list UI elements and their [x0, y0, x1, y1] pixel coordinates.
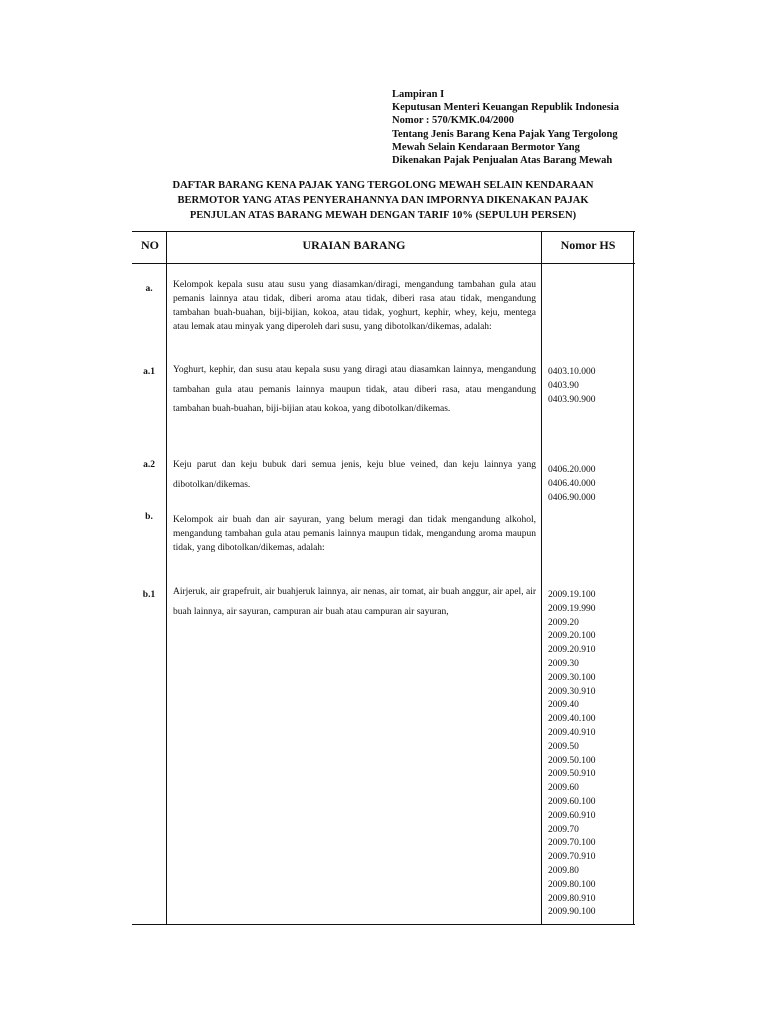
row-description: Keju parut dan keju bubuk dari semua jenis, keju blue veined, dan keju lainnya yang dibotolkan/dikemas. [173, 460, 536, 490]
header-line-number: Nomor : 570/KMK.04/2000 [392, 115, 515, 127]
row-number: b.1 [142, 590, 156, 600]
hs-code: 2009.40 [548, 700, 579, 711]
row-number: b. [145, 512, 153, 522]
hs-code: 2009.40.910 [548, 727, 596, 738]
hs-code: 2009.20.910 [548, 645, 596, 656]
hs-code: 0406.40.000 [548, 478, 596, 489]
hs-code: 2009.20 [548, 617, 579, 628]
table-bottom-border [132, 924, 635, 925]
column-header-uraian: URAIAN BARANG [302, 238, 406, 252]
header-line-attachment: Lampiran I [392, 89, 445, 100]
hs-code: 2009.80.100 [548, 879, 596, 890]
table-right-border [633, 231, 634, 924]
title-line-3: PENJULAN ATAS BARANG MEWAH DENGAN TARIF 10% (SEPULUH PERSEN) [189, 210, 577, 221]
hs-code: 0406.20.000 [548, 465, 596, 475]
hs-code: 2009.60.100 [548, 796, 596, 807]
hs-code: 0403.90 [548, 380, 579, 391]
row-number: a. [145, 284, 153, 294]
row-number: a.2 [143, 460, 155, 470]
column-header-hs: Nomor HS [560, 238, 616, 252]
row-number: a.1 [143, 367, 155, 377]
header-bottom-border [132, 263, 635, 264]
header-line-decree: Keputusan Menteri Keuangan Republik Indonesia [392, 102, 619, 114]
hs-code: 2009.50.100 [548, 755, 596, 766]
hs-code: 2009.70 [548, 824, 579, 835]
row-description: Yoghurt, kephir, dan susu atau kepala susu yang diragi atau diasamkan lainnya, mengandung tambahan gula atau pemanis lainnya maupun tidak, atau diberi rasa, atau mengandung tambahan buah-buahan, biji-bijian atau kokoa, yang dibotolkan/dikemas. [173, 365, 536, 414]
hs-code: 2009.19.990 [548, 603, 596, 614]
title-line-1: DAFTAR BARANG KENA PAJAK YANG TERGOLONG MEWAH SELAIN KENDARAAN [172, 180, 594, 191]
hs-code: 0403.10.000 [548, 367, 596, 377]
hs-code: 0406.90.000 [548, 492, 596, 503]
header-line-subject-3: Dikenakan Pajak Penjualan Atas Barang Mewah [392, 155, 613, 167]
table-top-border [132, 231, 635, 232]
hs-code-list [548, 589, 628, 920]
hs-code: 2009.70.100 [548, 838, 596, 849]
hs-code: 2009.30.100 [548, 672, 596, 683]
hs-code: 2009.19.100 [548, 590, 596, 600]
hs-code: 2009.30.910 [548, 686, 596, 697]
column-header-no: NO [141, 238, 159, 252]
document-title [150, 178, 616, 223]
hs-code: 2009.20.100 [548, 631, 596, 642]
hs-code: 2009.40.100 [548, 714, 596, 725]
hs-code: 0403.90.900 [548, 394, 596, 405]
header-line-subject-1: Tentang Jenis Barang Kena Pajak Yang Tergolong [392, 128, 618, 140]
hs-code: 2009.60.910 [548, 810, 596, 821]
hs-code: 2009.50.910 [548, 769, 596, 780]
header-line-subject-2: Mewah Selain Kendaraan Bermotor Yang [392, 141, 580, 153]
hs-code: 2009.90.100 [548, 907, 596, 918]
document-header [392, 88, 619, 167]
column-divider-2 [541, 231, 542, 924]
hs-code: 2009.60 [548, 783, 579, 794]
hs-code: 2009.80.910 [548, 893, 596, 904]
row-description: Kelompok air buah dan air sayuran, yang belum meragi dan tidak mengandung alkohol, mengandung tambahan gula atau pemanis lainnya maupun tidak, mengandung aroma maupun tidak, yang dibotolkan/dikemas, adalah: [173, 515, 536, 553]
hs-code: 2009.70.910 [548, 852, 596, 863]
title-line-2: BERMOTOR YANG ATAS PENYERAHANNYA DAN IMPORNYA DIKENAKAN PAJAK [177, 195, 589, 206]
column-divider-1 [166, 231, 167, 924]
hs-code: 2009.30 [548, 658, 579, 669]
row-description: Kelompok kepala susu atau susu yang diasamkan/diragi, mengandung tambahan gula atau pemanis lainnya atau tidak, diberi aroma atau tidak, diberi rasa atau tidak, mengandung tambahan buah-buahan, biji-bijian, kokoa, atau tidak, yoghurt, kephir, whey, keju, mentega atau lemak atau minyak yang diperoleh dari susu, yang dibotolkan/dikemas, adalah: [173, 280, 536, 332]
hs-code-list [548, 464, 628, 505]
hs-code: 2009.50 [548, 741, 579, 752]
hs-code: 2009.80 [548, 865, 579, 876]
hs-code-list [548, 366, 628, 407]
row-description: Airjeruk, air grapefruit, air buahjeruk lainnya, air nenas, air tomat, air buah anggur, air apel, air buah lainnya, air sayuran, campuran air buah atau campuran air sayuran, [173, 587, 536, 617]
